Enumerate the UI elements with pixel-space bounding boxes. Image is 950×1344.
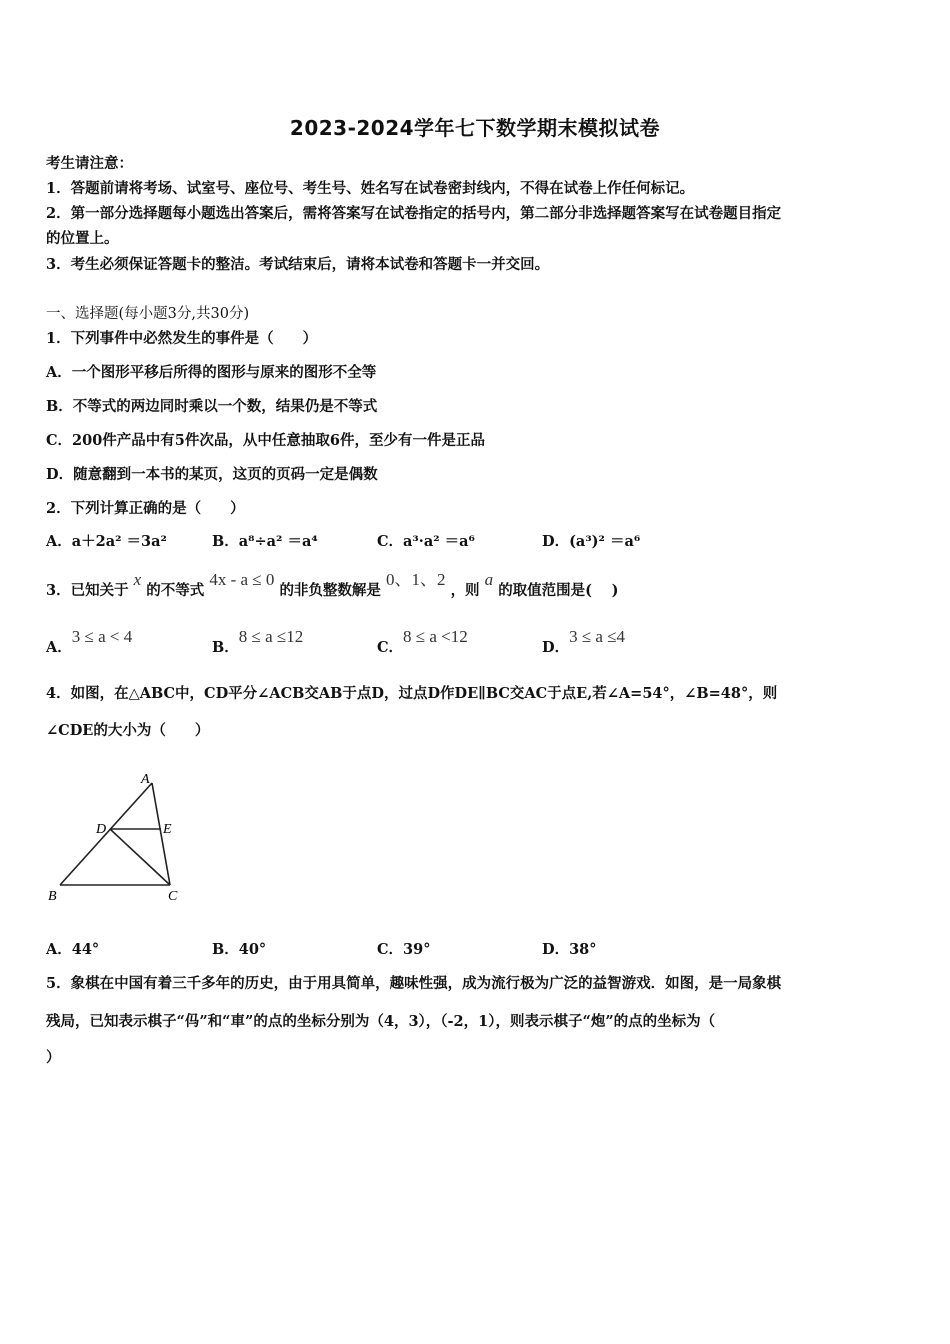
q4-option-a: A．44° bbox=[46, 941, 100, 958]
notice-item-3: 3．考生必须保证答题卡的整洁。考试结束后，请将本试卷和答题卡一并交回。 bbox=[46, 256, 550, 273]
q3-option-d: D．3 ≤ a ≤4 bbox=[542, 627, 626, 656]
q4-stem-2: ∠CDE的大小为（ ） bbox=[46, 722, 210, 739]
q3-option-c: C．8 ≤ a <12 bbox=[377, 627, 468, 656]
q2-option-a: A．a＋2a² ＝3a² bbox=[46, 533, 167, 550]
notice-item-2-cont: 的位置上。 bbox=[46, 230, 119, 247]
label-d: D bbox=[96, 822, 107, 837]
q4-option-c: C．39° bbox=[377, 941, 431, 958]
q1-option-d: D．随意翻到一本书的某页，这页的页码一定是偶数 bbox=[46, 466, 378, 483]
q3-text-3: 的非负整数解是 bbox=[279, 582, 381, 599]
page-title: 2023-2024学年七下数学期末模拟试卷 bbox=[289, 116, 661, 140]
label-b: B bbox=[48, 889, 57, 904]
section-heading: 一、选择题(每小题3分,共30分) bbox=[46, 306, 250, 322]
q2-option-d: D．(a³)² ＝a⁶ bbox=[542, 533, 641, 550]
q1-option-a: A．一个图形平移后所得的图形与原来的图形不全等 bbox=[46, 364, 377, 381]
q3-inequality: 4x - a ≤ 0 bbox=[209, 570, 275, 589]
q3-text-1: 3．已知关于 bbox=[46, 582, 129, 599]
notice-item-2: 2．第一部分选择题每小题选出答案后，需将答案写在试卷指定的括号内，第二部分非选择题答案写在试卷题目指定 bbox=[46, 205, 782, 222]
notice-heading: 考生请注意： bbox=[46, 155, 133, 172]
q3-stem bbox=[46, 570, 619, 600]
q4-stem-1: 4．如图，在△ABC中，CD平分∠ACB交AB于点D，过点D作DE∥BC交AC于点E,若∠A=54°，∠B=48°，则 bbox=[46, 685, 778, 702]
q3-var-a: a bbox=[484, 570, 494, 589]
label-e: E bbox=[163, 822, 172, 837]
q1-stem: 1．下列事件中必然发生的事件是（ ） bbox=[46, 330, 318, 347]
q3-text-2: 的不等式 bbox=[146, 582, 205, 599]
q2-option-c: C．a³·a² ＝a⁶ bbox=[377, 533, 475, 550]
q3-solutions: 0、1、2 bbox=[386, 570, 446, 589]
q2-stem: 2．下列计算正确的是（ ） bbox=[46, 500, 245, 517]
q4-option-d: D．38° bbox=[542, 941, 597, 958]
q5-stem-3: ） bbox=[46, 1049, 61, 1066]
q5-stem-1: 5．象棋在中国有着三千多年的历史，由于用具简单，趣味性强，成为流行极为广泛的益智游戏．如图，是一局象棋 bbox=[46, 975, 782, 992]
q5-stem-2: 残局，已知表示棋子“㐷”和“車”的点的坐标分别为（4，3），（-2，1），则表示棋子“炮”的点的坐标为（ bbox=[46, 1013, 716, 1030]
notice-item-1: 1．答题前请将考场、试室号、座位号、考生号、姓名写在试卷密封线内，不得在试卷上作任何标记。 bbox=[46, 180, 695, 197]
q1-option-b: B．不等式的两边同时乘以一个数，结果仍是不等式 bbox=[46, 398, 378, 415]
q3-text-4: ，则 bbox=[450, 582, 480, 599]
q3-option-a: A．3 ≤ a < 4 bbox=[46, 627, 133, 656]
q3-text-5: 的取值范围是( ) bbox=[498, 582, 619, 599]
q4-option-b: B．40° bbox=[212, 941, 267, 958]
label-a: A bbox=[141, 772, 150, 787]
q3-var-x: x bbox=[133, 570, 142, 589]
q2-option-b: B．a⁸÷a² ＝a⁴ bbox=[212, 533, 318, 550]
label-c: C bbox=[168, 889, 178, 904]
q1-option-c: C．200件产品中有5件次品，从中任意抽取6件，至少有一件是正品 bbox=[46, 432, 485, 449]
q3-option-b: B．8 ≤ a ≤12 bbox=[212, 627, 304, 656]
q4-triangle-figure bbox=[40, 765, 210, 910]
